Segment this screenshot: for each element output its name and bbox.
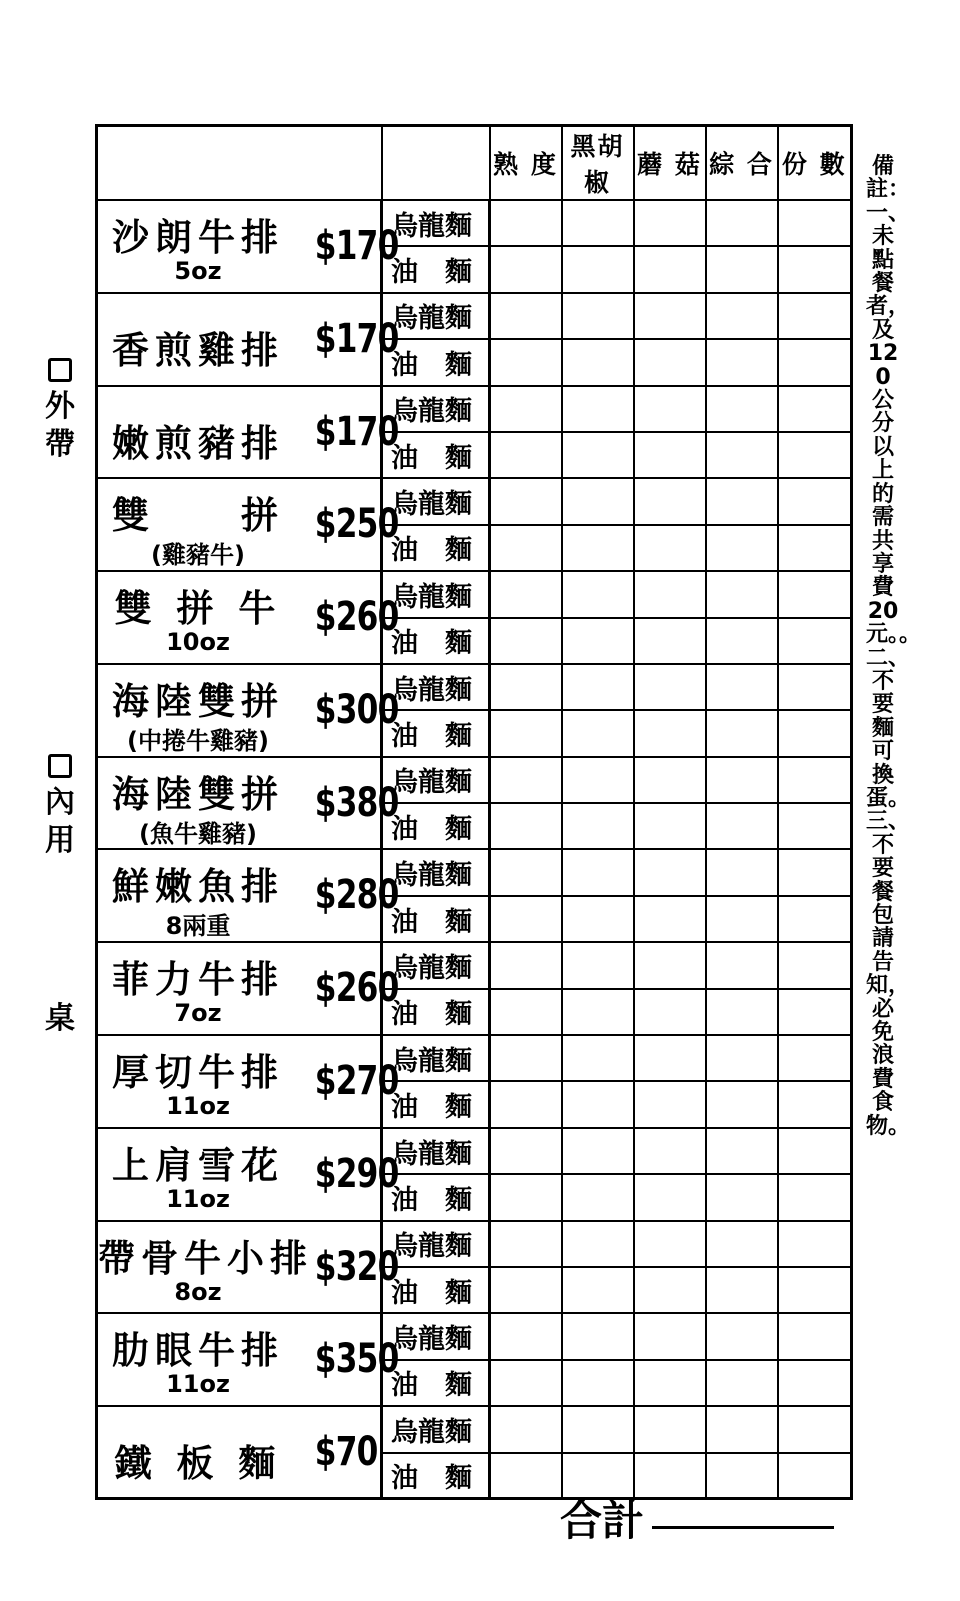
item-subtitle: (雞豬牛) [151,541,245,570]
combo-cell[interactable] [706,1360,778,1406]
item-price: $300 [314,686,399,733]
portions-cell[interactable] [778,1406,852,1452]
mushroom-cell[interactable] [634,849,706,895]
item-subtitle: 11oz [166,1184,230,1213]
doneness-cell[interactable] [490,1267,562,1313]
doneness-cell[interactable] [490,1174,562,1220]
header-combo: 綜 合 [706,126,778,201]
table-number-field[interactable] [40,1000,80,1038]
combo-cell[interactable] [706,1221,778,1267]
combo-cell[interactable] [706,1406,778,1452]
menu-item [97,1313,399,1406]
noodle-option-udon[interactable]: 烏龍麵 [382,1128,490,1174]
black-pepper-cell[interactable] [562,1081,634,1127]
item-name: 菲力牛排 [112,958,284,1002]
total-label: 合計 [560,1496,645,1545]
mushroom-cell[interactable] [634,1128,706,1174]
portions-cell[interactable] [778,1081,852,1127]
item-price: $290 [314,1150,399,1197]
noodle-option-oil[interactable]: 油 麵 [382,246,490,292]
black-pepper-cell[interactable] [562,200,634,246]
item-subtitle: 5oz [174,257,222,285]
item-name: 海陸雙拼 [112,679,284,723]
black-pepper-cell[interactable] [562,710,634,756]
menu-row [97,1313,852,1359]
combo-cell[interactable] [706,664,778,710]
noodle-option-udon[interactable]: 烏龍麵 [382,849,490,895]
black-pepper-cell[interactable] [562,1035,634,1081]
noodle-option-udon[interactable]: 烏龍麵 [382,1406,490,1452]
doneness-cell[interactable] [490,386,562,432]
black-pepper-cell[interactable] [562,1406,634,1452]
combo-cell[interactable] [706,478,778,524]
black-pepper-cell[interactable] [562,989,634,1035]
combo-cell[interactable] [706,1267,778,1313]
mushroom-cell[interactable] [634,1221,706,1267]
takeout-option[interactable] [40,350,80,464]
doneness-cell[interactable] [490,1081,562,1127]
combo-cell[interactable] [706,942,778,988]
black-pepper-cell[interactable] [562,664,634,710]
menu-item [97,293,399,386]
black-pepper-cell[interactable] [562,618,634,664]
doneness-cell[interactable] [490,1221,562,1267]
mushroom-cell[interactable] [634,478,706,524]
portions-cell[interactable] [778,1360,852,1406]
item-price: $270 [314,1058,399,1105]
item-name: 海陸雙拼 [112,772,284,816]
header-item [97,126,382,201]
menu-row [97,942,852,988]
combo-cell[interactable] [706,1174,778,1220]
portions-cell[interactable] [778,803,852,849]
black-pepper-cell[interactable] [562,1313,634,1359]
table-label: 桌 [45,1001,75,1036]
combo-cell[interactable] [706,989,778,1035]
portions-cell[interactable] [778,896,852,942]
takeout-checkbox[interactable] [48,358,72,382]
noodle-option-oil[interactable]: 油 麵 [382,339,490,385]
item-name: 厚切牛排 [112,1051,284,1095]
portions-cell[interactable] [778,989,852,1035]
item-name: 雙 拼 [112,494,284,538]
black-pepper-cell[interactable] [562,293,634,339]
combo-cell[interactable] [706,386,778,432]
menu-row [97,849,852,895]
item-name: 上肩雪花 [112,1143,284,1187]
doneness-cell[interactable] [490,710,562,756]
combo-cell[interactable] [706,339,778,385]
item-name: 鐵 板 麵 [114,1442,282,1486]
item-price: $70 [314,1429,378,1476]
mushroom-cell[interactable] [634,989,706,1035]
noodle-option-udon[interactable]: 烏龍麵 [382,386,490,432]
black-pepper-cell[interactable] [562,525,634,571]
black-pepper-cell[interactable] [562,1360,634,1406]
mushroom-cell[interactable] [634,896,706,942]
noodle-option-oil[interactable]: 油 麵 [382,1360,490,1406]
item-price: $280 [314,872,399,919]
noodle-option-udon[interactable]: 烏龍麵 [382,1221,490,1267]
mushroom-cell[interactable] [634,803,706,849]
menu-row [97,1128,852,1174]
combo-cell[interactable] [706,1035,778,1081]
menu-row [97,571,852,617]
portions-cell[interactable] [778,618,852,664]
menu-row [97,200,852,246]
menu-item [97,478,399,571]
menu-item [97,1128,399,1221]
item-name: 帶骨牛小排 [98,1236,313,1280]
item-name: 肋眼牛排 [112,1329,284,1373]
item-subtitle: 10oz [166,628,230,657]
menu-row [97,757,852,803]
black-pepper-cell[interactable] [562,432,634,478]
mushroom-cell[interactable] [634,571,706,617]
doneness-cell[interactable] [490,757,562,803]
mushroom-cell[interactable] [634,525,706,571]
mushroom-cell[interactable] [634,1453,706,1499]
header-portions: 份 數 [778,126,852,201]
item-name: 沙朗牛排 [112,216,284,259]
combo-cell[interactable] [706,293,778,339]
menu-item [97,1406,382,1499]
black-pepper-cell[interactable] [562,849,634,895]
doneness-cell[interactable] [490,246,562,292]
item-subtitle: 7oz [174,999,222,1028]
doneness-cell[interactable] [490,478,562,524]
noodle-option-udon[interactable]: 烏龍麵 [382,293,490,339]
black-pepper-cell[interactable] [562,1221,634,1267]
menu-row [97,386,852,432]
doneness-cell[interactable] [490,664,562,710]
doneness-cell[interactable] [490,803,562,849]
mushroom-cell[interactable] [634,246,706,292]
combo-cell[interactable] [706,1313,778,1359]
menu-row [97,293,852,339]
black-pepper-cell[interactable] [562,1174,634,1220]
menu-item [97,757,399,850]
black-pepper-cell[interactable] [562,1267,634,1313]
mushroom-cell[interactable] [634,293,706,339]
total-input-line[interactable] [652,1526,834,1529]
combo-cell[interactable] [706,1081,778,1127]
menu-row [97,1406,852,1452]
combo-cell[interactable] [706,618,778,664]
doneness-cell[interactable] [490,896,562,942]
noodle-option-oil[interactable]: 油 麵 [382,618,490,664]
item-price: $260 [314,594,399,641]
dine-in-checkbox[interactable] [48,754,72,778]
mushroom-cell[interactable] [634,386,706,432]
doneness-cell[interactable] [490,571,562,617]
doneness-cell[interactable] [490,1128,562,1174]
mushroom-cell[interactable] [634,1313,706,1359]
portions-cell[interactable] [778,1128,852,1174]
doneness-cell[interactable] [490,200,562,246]
dine-in-option[interactable] [40,746,80,860]
doneness-cell[interactable] [490,525,562,571]
combo-cell[interactable] [706,896,778,942]
mushroom-cell[interactable] [634,432,706,478]
doneness-cell[interactable] [490,1453,562,1499]
black-pepper-cell[interactable] [562,386,634,432]
combo-cell[interactable] [706,803,778,849]
portions-cell[interactable] [778,525,852,571]
combo-cell[interactable] [706,246,778,292]
item-price: $170 [314,223,399,269]
header-doneness: 熟 度 [490,126,562,201]
combo-cell[interactable] [706,432,778,478]
header-noodle [382,126,490,201]
noodle-option-oil[interactable]: 油 麵 [382,432,490,478]
noodle-option-oil[interactable]: 油 麵 [382,710,490,756]
doneness-cell[interactable] [490,1035,562,1081]
portions-cell[interactable] [778,293,852,339]
combo-cell[interactable] [706,525,778,571]
doneness-cell[interactable] [490,942,562,988]
portions-cell[interactable] [778,942,852,988]
portions-cell[interactable] [778,1313,852,1359]
combo-cell[interactable] [706,200,778,246]
noodle-option-oil[interactable]: 油 麵 [382,1174,490,1220]
black-pepper-cell[interactable] [562,339,634,385]
combo-cell[interactable] [706,710,778,756]
noodle-option-udon[interactable]: 烏龍麵 [382,1313,490,1359]
noodle-option-oil[interactable]: 油 麵 [382,1267,490,1313]
header-mushroom: 蘑 菇 [634,126,706,201]
portions-cell[interactable] [778,1174,852,1220]
mushroom-cell[interactable] [634,1035,706,1081]
portions-cell[interactable] [778,710,852,756]
menu-row [97,1035,852,1081]
menu-item [97,942,399,1035]
noodle-option-oil[interactable]: 油 麵 [382,525,490,571]
mushroom-cell[interactable] [634,710,706,756]
black-pepper-cell[interactable] [562,803,634,849]
mushroom-cell[interactable] [634,664,706,710]
noodle-option-oil[interactable]: 油 麵 [382,989,490,1035]
item-price: $170 [314,315,399,362]
mushroom-cell[interactable] [634,339,706,385]
portions-cell[interactable] [778,849,852,895]
portions-cell[interactable] [778,664,852,710]
black-pepper-cell[interactable] [562,478,634,524]
mushroom-cell[interactable] [634,942,706,988]
mushroom-cell[interactable] [634,1081,706,1127]
item-price: $260 [314,965,399,1012]
black-pepper-cell[interactable] [562,571,634,617]
combo-cell[interactable] [706,1453,778,1499]
item-price: $320 [314,1243,399,1290]
mushroom-cell[interactable] [634,200,706,246]
black-pepper-cell[interactable] [562,757,634,803]
item-subtitle: 11oz [166,1092,230,1121]
portions-cell[interactable] [778,339,852,385]
dine-in-label: 內 用 [45,785,75,858]
item-name: 雙 拼 牛 [114,587,282,631]
item-price: $380 [314,779,399,826]
doneness-cell[interactable] [490,1313,562,1359]
noodle-option-oil[interactable]: 油 麵 [382,1453,490,1499]
menu-row [97,478,852,524]
portions-cell[interactable] [778,757,852,803]
doneness-cell[interactable] [490,293,562,339]
item-price: $250 [314,501,399,548]
portions-cell[interactable] [778,571,852,617]
noodle-option-udon[interactable]: 烏龍麵 [382,200,490,246]
black-pepper-cell[interactable] [562,246,634,292]
combo-cell[interactable] [706,757,778,803]
takeout-label: 外 帶 [45,389,75,462]
doneness-cell[interactable] [490,849,562,895]
menu-row [97,1221,852,1267]
doneness-cell[interactable] [490,1406,562,1452]
item-subtitle: 11oz [166,1370,230,1399]
menu-item [97,849,399,942]
item-name: 香煎雞排 [112,328,284,372]
menu-row [97,664,852,710]
noodle-option-oil[interactable]: 油 麵 [382,896,490,942]
menu-item [97,386,399,479]
item-price: $170 [314,408,399,455]
black-pepper-cell[interactable] [562,896,634,942]
noodle-option-udon[interactable]: 烏龍麵 [382,478,490,524]
item-name: 鮮嫩魚排 [112,865,284,909]
combo-cell[interactable] [706,571,778,617]
noodle-option-udon[interactable]: 烏龍麵 [382,942,490,988]
noodle-option-udon[interactable]: 烏龍麵 [382,1035,490,1081]
portions-cell[interactable] [778,432,852,478]
doneness-cell[interactable] [490,989,562,1035]
combo-cell[interactable] [706,849,778,895]
portions-cell[interactable] [778,1267,852,1313]
item-price: $350 [314,1336,399,1383]
item-subtitle: (中捲牛雞豬) [127,726,269,755]
noodle-option-udon[interactable]: 烏龍麵 [382,571,490,617]
noodle-option-oil[interactable]: 油 麵 [382,1081,490,1127]
doneness-cell[interactable] [490,618,562,664]
portions-cell[interactable] [778,1453,852,1499]
doneness-cell[interactable] [490,1360,562,1406]
mushroom-cell[interactable] [634,1406,706,1452]
item-subtitle: (魚牛雞豬) [139,819,257,848]
mushroom-cell[interactable] [634,1174,706,1220]
portions-cell[interactable] [778,386,852,432]
doneness-cell[interactable] [490,432,562,478]
header-black-pepper: 黑胡椒 [562,126,634,201]
combo-cell[interactable] [706,1128,778,1174]
mushroom-cell[interactable] [634,757,706,803]
item-subtitle: 8兩重 [165,912,231,941]
noodle-option-udon[interactable]: 烏龍麵 [382,664,490,710]
mushroom-cell[interactable] [634,618,706,664]
order-table [95,124,853,1500]
portions-cell[interactable] [778,200,852,246]
item-name: 嫩煎豬排 [112,421,284,465]
black-pepper-cell[interactable] [562,1128,634,1174]
item-subtitle: 8oz [174,1277,222,1306]
menu-item [97,664,399,757]
portions-cell[interactable] [778,246,852,292]
notes-text: 備註：一、未點餐者，及120公分以上的需共享費20元。。二、不要麵可換蛋。三、不要餐包請告知，必免浪費食物。 [866,154,922,1139]
header-row [97,126,852,201]
menu-item [97,200,399,293]
mushroom-cell[interactable] [634,1360,706,1406]
mushroom-cell[interactable] [634,1267,706,1313]
noodle-option-oil[interactable]: 油 麵 [382,803,490,849]
noodle-option-udon[interactable]: 烏龍麵 [382,757,490,803]
menu-item [97,571,399,664]
menu-item [97,1221,399,1314]
black-pepper-cell[interactable] [562,942,634,988]
portions-cell[interactable] [778,1035,852,1081]
doneness-cell[interactable] [490,339,562,385]
portions-cell[interactable] [778,478,852,524]
menu-item [97,1035,399,1128]
portions-cell[interactable] [778,1221,852,1267]
